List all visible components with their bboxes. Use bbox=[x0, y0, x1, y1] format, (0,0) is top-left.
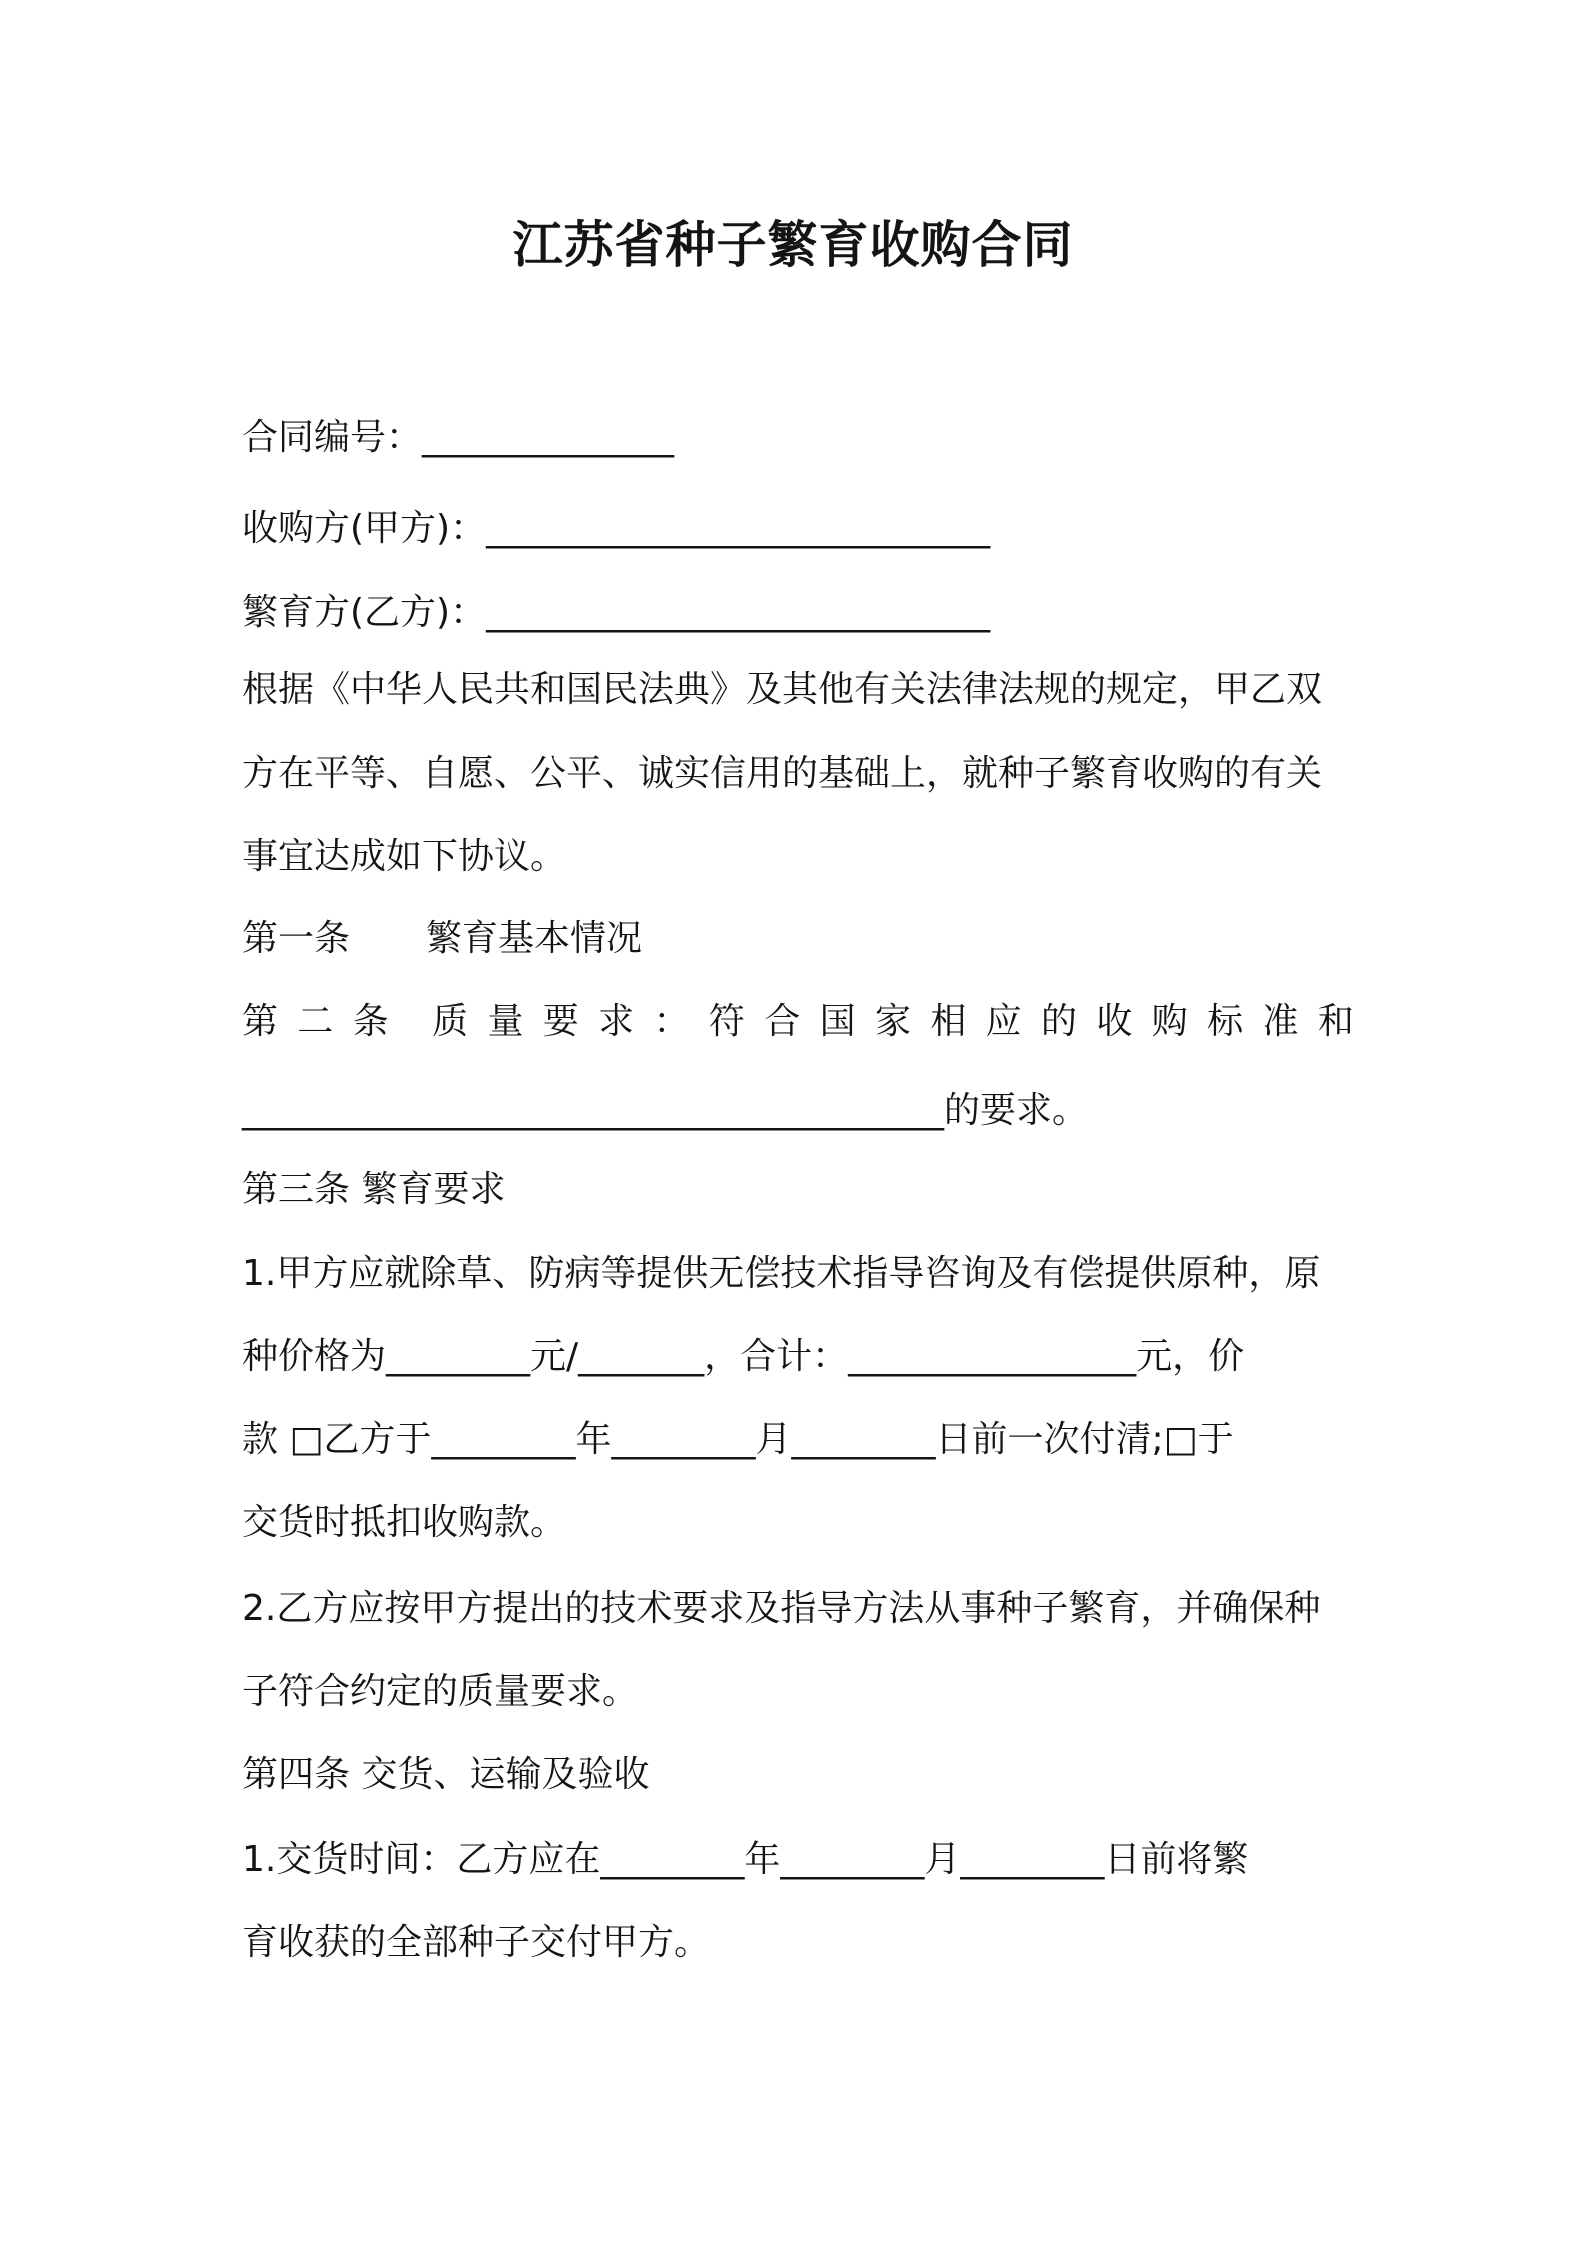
article-3-line-2: 种价格为________元/_______，合计：________________元，价 bbox=[242, 1336, 1245, 1377]
buyer-field: 收购方(甲方)：____________________________ bbox=[242, 508, 991, 549]
preamble-line-2: 方在平等、自愿、公平、诚实信用的基础上，就种子繁育收购的有关 bbox=[242, 753, 1323, 794]
article-1-title: 繁育基本情况 bbox=[426, 918, 643, 959]
article-3-line-3: 款 □乙方于________年________月________日前一次付清;□于 bbox=[242, 1419, 1234, 1460]
article-4-heading: 第四条 交货、运输及验收 bbox=[242, 1754, 650, 1795]
document-title: 江苏省种子繁育收购合同 bbox=[512, 216, 1074, 274]
breeder-field: 繁育方(乙方)：____________________________ bbox=[242, 592, 991, 633]
article-4-line-1: 1.交货时间：乙方应在________年________月________日前将繁 bbox=[242, 1839, 1249, 1880]
article-1-number: 第一条 bbox=[242, 918, 351, 959]
article-4-line-2: 育收获的全部种子交付甲方。 bbox=[242, 1922, 711, 1963]
article-3-line-4: 交货时抵扣收购款。 bbox=[242, 1502, 567, 1543]
article-3-line-6: 子符合约定的质量要求。 bbox=[242, 1671, 639, 1712]
article-3-heading: 第三条 繁育要求 bbox=[242, 1169, 506, 1210]
contract-number-field: 合同编号：______________ bbox=[242, 417, 675, 458]
preamble-line-1: 根据《中华人民共和国民法典》及其他有关法律法规的规定，甲乙双 bbox=[242, 669, 1323, 710]
article-3-line-5: 2.乙方应按甲方提出的技术要求及指导方法从事种子繁育，并确保种 bbox=[242, 1588, 1321, 1629]
article-2-line-1: 第 二 条 质 量 要 求 ： 符 合 国 家 相 应 的 收 购 标 准 和 bbox=[242, 1001, 1354, 1042]
article-2-line-2: _______________________________________的要求。 bbox=[242, 1090, 1089, 1131]
preamble-line-3: 事宜达成如下协议。 bbox=[242, 836, 567, 877]
article-3-line-1: 1.甲方应就除草、防病等提供无偿技术指导咨询及有偿提供原种，原 bbox=[242, 1253, 1321, 1294]
article-1-heading bbox=[242, 915, 642, 963]
